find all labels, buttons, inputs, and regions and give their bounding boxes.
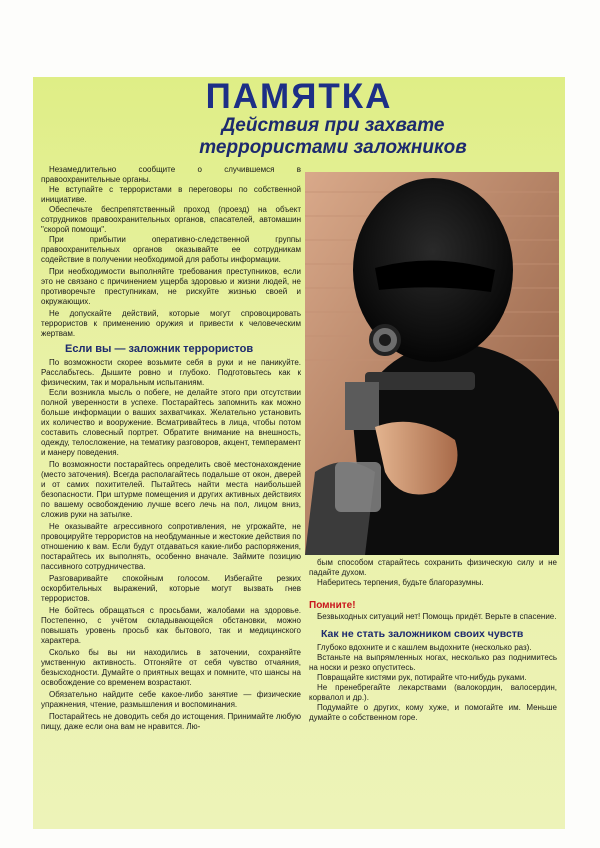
intro-paragraph: При прибытии оперативно-следственной группы правоохранительных органов оказывайте ее сотрудникам содействие в получении необходимой для работы информации. [41,235,301,264]
subtitle-line-1: Действия при захвате [221,115,445,136]
feelings-paragraph: Повращайте кистями рук, потирайте что-нибудь руками. [317,673,527,682]
hostage-paragraph: Не бойтесь обращаться с просьбами, жалобами на здоровье. Постепенно, с учётом складывающейся обстановки, можно повышать уровень просьб как бытового, так и медицинского характера. [41,606,301,645]
left-column [41,165,301,732]
hostage-paragraph: Разговаривайте спокойным голосом. Избегайте резких оскорбительных выражений, которые могут вызвать гнев террористов. [41,574,301,603]
hostage-paragraph: Не оказывайте агрессивного сопротивления, не угрожайте, не провоцируйте террористов на необдуманные и жестокие действия по отношению к вам. Если будут отдаваться какие-либо распоряжения, постарайтесь их выполнять, особенно вначале. Займите позицию пассивного сотрудничества. [41,522,301,571]
intro-paragraph: Незамедлительно сообщите о случившемся в правоохранительные органы. [41,165,301,184]
hostage-paragraph: По возможности постарайтесь определить своё местонахождение (место заточения). Всегда располагайтесь подальше от окон, дверей и от самих похитителей. Пытайтесь найти места наибольшей безопасности. При штурме помещения и других активных действиях по вашему освобождению лучше всего лечь на пол, лицом вниз, сложив руки на затылке. [41,460,301,519]
subtitle [133,115,533,159]
feelings-paragraph: Глубоко вдохните и с кашлем выдохните (несколько раз). [317,643,532,652]
feelings-section-heading: Как не стать заложником своих чувств [321,628,524,640]
main-title: ПАМЯТКА [205,77,393,116]
intro-paragraph: Не вступайте с террористами в переговоры по собственной инициативе. [41,185,301,204]
intro-paragraph: Обеспечьте беспрепятственный проход (проезд) на объект сотрудников правоохранительных органов, спасателей, автомашин "скорой помощи". [41,205,301,234]
feelings-paragraph: Не пренебрегайте лекарствами (валокордин, валосердин, корвалол и др.). [309,683,557,702]
continuation-paragraph: бым способом старайтесь сохранить физическую силу и не падайте духом. [309,558,557,577]
hostage-paragraph: Если возникла мысль о побеге, не делайте этого при отсутствии полной уверенности в успехе. Постарайтесь запомнить как можно больше информации о ваших захватчиках. Желательно установить их количество и вооружение. Всматривайтесь в лица, чтобы потом составить словесный портрет. Обратите внимание на внешность, одежду, телосложение, на тематику разговоров, акцент, темперамент и манеру поведения. [41,388,301,457]
hostage-paragraph: Постарайтесь не доводить себя до истощения. Принимайте любую пищу, даже если она вам не нравится. Лю- [41,712,301,731]
hostage-paragraph: По возможности скорее возьмите себя в руки и не паникуйте. Расслабьтесь. Дышите ровно и глубоко. Подготовьтесь как к физическим, так и моральным испытаниям. [41,358,301,387]
masked-gunman-photo [305,172,559,555]
feelings-paragraph: Подумайте о других, кому хуже, и помогайте им. Меньше думайте о собственном горе. [309,703,557,722]
remember-text: Безвыходных ситуаций нет! Помощь придёт. Верьте в спасение. [317,612,557,621]
remember-label: Помните! [309,600,356,611]
hostage-section-heading: Если вы — заложник террористов [65,343,254,355]
right-column [309,558,557,723]
hostage-paragraph: Сколько бы вы ни находились в заточении, сохраняйте умственную активность. Отгоняйте от себя чувство отчаяния, безысходности. Думайте о приятных вещах и помните, что шансы на освобождение со временем возрастают. [41,648,301,687]
intro-paragraph: При необходимости выполняйте требования преступников, если это не связано с причинением ущерба здоровью и жизни людей, не противоречьте преступникам, не рискуйте жизнью своей и окружающих. [41,267,301,306]
continuation-paragraph: Наберитесь терпения, будьте благоразумны. [317,578,484,587]
gunman-illustration [305,172,559,555]
memo-poster [33,77,565,829]
hostage-paragraph: Обязательно найдите себе какое-либо занятие — физические упражнения, чтение, размышления и воспоминания. [41,690,301,709]
intro-paragraph: Не допускайте действий, которые могут спровоцировать террористов к применению оружия и привести к человеческим жертвам. [41,309,301,338]
feelings-paragraph: Встаньте на выпрямленных ногах, несколько раз поднимитесь на носки и резко опуститесь. [309,653,557,672]
subtitle-line-2: террористами заложников [199,137,467,158]
